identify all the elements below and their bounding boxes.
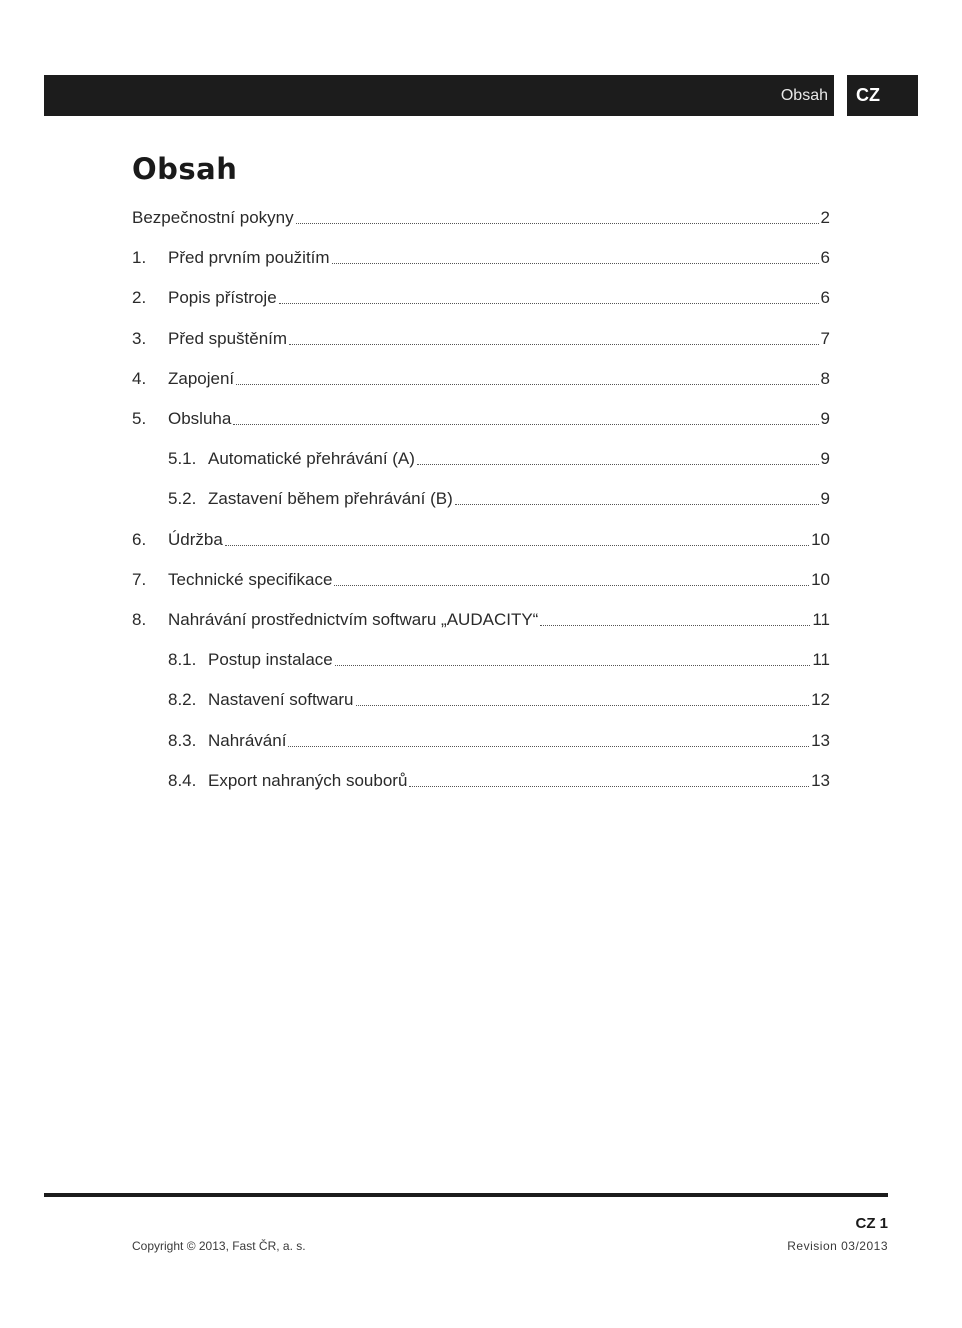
toc-leader-dots xyxy=(296,222,819,224)
toc-subentry[interactable] xyxy=(132,680,830,720)
toc-entry-page: 9 xyxy=(820,489,830,509)
toc-entry-label: Údržba xyxy=(168,529,223,549)
footer-copyright: Copyright © 2013, Fast ČR, a. s. xyxy=(132,1239,306,1253)
toc-entry-label: Před spuštěním xyxy=(168,328,288,348)
table-of-contents xyxy=(132,198,830,801)
toc-subentry[interactable] xyxy=(132,761,830,801)
toc-entry[interactable] xyxy=(132,198,830,238)
toc-leader-dots xyxy=(288,745,809,747)
toc-entry-number: 3. xyxy=(132,328,147,348)
toc-entry-page: 13 xyxy=(811,770,830,790)
toc-leader-dots xyxy=(279,302,819,304)
toc-entry[interactable] xyxy=(132,399,830,439)
toc-entry-number: 8.1. xyxy=(168,650,197,670)
toc-entry-number: 1. xyxy=(132,248,147,268)
toc-entry-label: Zastavení během přehrávání (B) xyxy=(208,489,453,509)
toc-entry-label: Automatické přehrávání (A) xyxy=(208,449,415,469)
toc-leader-dots xyxy=(335,664,811,666)
toc-entry-number: 5. xyxy=(132,409,147,429)
toc-entry-number: 8. xyxy=(132,609,147,629)
toc-entry-label: Export nahraných souborů xyxy=(208,770,408,790)
toc-entry-page: 13 xyxy=(811,730,830,750)
toc-entry[interactable] xyxy=(132,520,830,560)
toc-entry-page: 9 xyxy=(820,449,830,469)
toc-entry[interactable] xyxy=(132,560,830,600)
toc-entry-page: 6 xyxy=(820,248,830,268)
toc-entry-page: 12 xyxy=(811,690,830,710)
toc-entry[interactable] xyxy=(132,278,830,318)
toc-entry-label: Obsluha xyxy=(168,409,232,429)
toc-leader-dots xyxy=(332,262,819,264)
toc-entry-label: Popis přístroje xyxy=(168,288,277,308)
toc-entry-label: Postup instalace xyxy=(208,650,333,670)
toc-leader-dots xyxy=(289,343,818,345)
toc-entry-page: 8 xyxy=(820,368,830,388)
toc-entry-number: 8.3. xyxy=(168,730,197,750)
toc-leader-dots xyxy=(409,785,809,787)
toc-entry-page: 6 xyxy=(820,288,830,308)
header-bar xyxy=(44,75,834,116)
toc-entry[interactable] xyxy=(132,319,830,359)
toc-entry-page: 7 xyxy=(820,328,830,348)
toc-entry-page: 9 xyxy=(820,409,830,429)
language-badge xyxy=(847,75,918,116)
toc-subentry[interactable] xyxy=(132,720,830,760)
toc-entry-number: 8.4. xyxy=(168,770,197,790)
toc-entry-number: 2. xyxy=(132,288,147,308)
footer-page-code: CZ 1 xyxy=(855,1215,888,1232)
toc-leader-dots xyxy=(233,423,818,425)
toc-entry[interactable] xyxy=(132,600,830,640)
toc-entry-label: Nahrávání prostřednictvím softwaru „AUDACITY“ xyxy=(168,609,539,629)
toc-entry-number: 8.2. xyxy=(168,690,197,710)
toc-subentry[interactable] xyxy=(132,439,830,479)
toc-entry-number: 5.1. xyxy=(168,449,197,469)
toc-leader-dots xyxy=(417,463,819,465)
toc-subentry[interactable] xyxy=(132,640,830,680)
toc-entry-page: 10 xyxy=(811,569,830,589)
toc-entry[interactable] xyxy=(132,238,830,278)
toc-entry-label: Zapojení xyxy=(168,368,235,388)
toc-entry-number: 5.2. xyxy=(168,489,197,509)
toc-subentry[interactable] xyxy=(132,479,830,519)
toc-entry-number: 4. xyxy=(132,368,147,388)
header-section-title: Obsah xyxy=(780,87,828,104)
toc-leader-dots xyxy=(236,383,818,385)
toc-leader-dots xyxy=(356,704,810,706)
footer-revision: Revision 03/2013 xyxy=(787,1239,888,1253)
toc-entry-label: Nastavení softwaru xyxy=(208,690,354,710)
toc-leader-dots xyxy=(225,544,809,546)
toc-entry-page: 10 xyxy=(811,529,830,549)
toc-entry-label: Technické specifikace xyxy=(168,569,333,589)
toc-entry[interactable] xyxy=(132,359,830,399)
page-title: Obsah xyxy=(132,152,238,186)
toc-entry-page: 2 xyxy=(820,208,830,228)
toc-leader-dots xyxy=(455,503,819,505)
toc-entry-page: 11 xyxy=(812,609,830,629)
toc-entry-label: Před prvním použitím xyxy=(168,248,330,268)
toc-leader-dots xyxy=(540,624,810,626)
toc-entry-label: Bezpečnostní pokyny xyxy=(132,208,294,228)
toc-entry-number: 7. xyxy=(132,569,147,589)
footer-divider xyxy=(44,1193,888,1197)
toc-entry-label: Nahrávání xyxy=(208,730,287,750)
toc-entry-number: 6. xyxy=(132,529,147,549)
toc-leader-dots xyxy=(334,584,809,586)
language-code: CZ xyxy=(856,85,880,105)
toc-entry-page: 11 xyxy=(812,650,830,670)
